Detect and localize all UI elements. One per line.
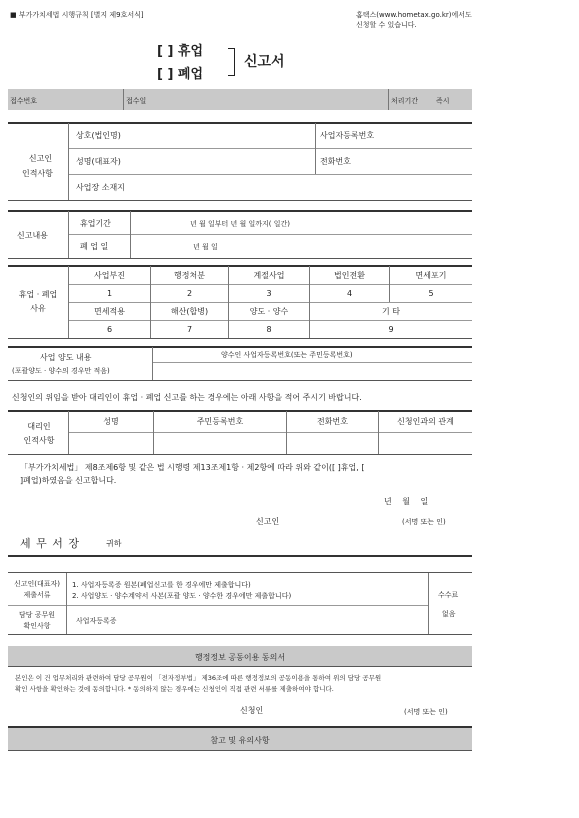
hometax-note-2: 신청할 수 있습니다. <box>356 21 417 29</box>
reason-num: 4 <box>346 288 353 298</box>
reason-num: 7 <box>186 324 193 334</box>
declaration-date[interactable]: 년 월 일 <box>384 497 429 506</box>
transferee-reg-no-label: 양수인 사업자등록번호(또는 주민등록번호) <box>221 351 353 359</box>
agent-section-label <box>14 420 64 448</box>
reason-num: 2 <box>186 288 193 298</box>
biz-reg-no-field[interactable]: 사업자등록번호 <box>320 131 375 140</box>
fee-label: 수수료 <box>438 591 459 599</box>
receipt-number-label: 접수번호 <box>10 97 38 105</box>
recipient-honorific: 귀하 <box>106 539 122 548</box>
officer-label-line1: 담당 공무원 <box>18 611 56 619</box>
required-doc-1: 1. 사업자등록증 원본(폐업신고를 한 경우에만 제출합니다) <box>72 581 251 589</box>
agent-phone-field[interactable] <box>287 433 378 454</box>
agent-resident-no-label: 주민등록번호 <box>196 417 244 426</box>
reason-label-line1: 휴업 · 폐업 <box>18 290 58 299</box>
agent-name-label: 성명 <box>103 417 119 426</box>
transfer-sublabel: (포괄양도 · 양수의 경우만 적음) <box>12 367 110 375</box>
form-reference: ■ 부가가치세법 시행규칙 [별지 제9호서식] <box>10 11 144 19</box>
agent-phone-label: 전화번호 <box>317 417 348 426</box>
consent-title: 행정정보 공동이용 동의서 <box>194 653 286 662</box>
agent-relation-label: 신청인과의 관계 <box>397 417 454 426</box>
reason-admin-action[interactable]: 행정처분 <box>174 270 205 280</box>
consent-signer-label: 신청인 <box>240 706 264 715</box>
officer-label-line2: 확인사항 <box>23 622 51 630</box>
recipient-office: 세 무 서 장 <box>20 537 80 550</box>
address-field[interactable]: 사업장 소재지 <box>76 183 125 192</box>
reason-corp-conversion[interactable]: 법인전환 <box>334 270 365 280</box>
applicant-section-label <box>22 151 53 181</box>
notes-title: 참고 및 유의사항 <box>210 736 270 745</box>
submit-label-line2: 제출서류 <box>23 591 51 599</box>
title-option-close: [ ] 폐업 <box>157 67 204 82</box>
transferee-reg-no-field[interactable] <box>153 363 472 380</box>
declaration-line1: 「부가가치세법」 제8조제6항 및 같은 법 시행령 제13조제1항 · 제2항에 따라 위와 같이([ ]휴업, [ <box>20 463 365 472</box>
applicant-label-line1: 신고인 <box>28 154 53 163</box>
reason-tax-exempt-apply[interactable]: 면세적용 <box>94 306 125 316</box>
page-title: 신고서 <box>244 54 285 70</box>
representative-field[interactable]: 성명(대표자) <box>76 157 121 166</box>
processing-period-label: 처리기간 <box>391 97 419 105</box>
declaration-line2: ]폐업)하였음을 신고합니다. <box>20 476 117 485</box>
reason-num: 9 <box>388 324 394 334</box>
agent-label-line2: 인적사항 <box>23 436 55 445</box>
reason-seasonal[interactable]: 계절사업 <box>253 270 285 280</box>
trade-name-field[interactable]: 상호(법인명) <box>76 131 121 140</box>
processing-period-value: 즉시 <box>436 97 450 105</box>
close-date-label: 폐 업 일 <box>80 242 109 251</box>
consent-signature-hint[interactable]: (서명 또는 인) <box>404 708 448 716</box>
suspend-period-value[interactable]: 년 월 일부터 년 월 일까지( 일간) <box>190 220 290 228</box>
reason-other[interactable]: 기 타 <box>382 306 400 316</box>
reason-num: 6 <box>106 324 113 334</box>
phone-field[interactable]: 전화번호 <box>320 157 351 166</box>
submit-docs-label <box>8 579 66 601</box>
agent-resident-no-field[interactable] <box>154 433 286 454</box>
report-section-label: 신고내용 <box>17 231 48 240</box>
reason-num: 1 <box>106 288 113 298</box>
receipt-date-label: 접수일 <box>126 97 147 105</box>
submit-label-line1: 신고인(대표자) <box>13 580 61 588</box>
reason-num: 8 <box>266 324 272 334</box>
suspend-period-label: 휴업기간 <box>80 219 111 228</box>
reason-dissolution[interactable]: 해산(합병) <box>170 306 209 316</box>
agent-relation-field[interactable] <box>379 433 472 454</box>
signature-hint[interactable]: (서명 또는 인) <box>402 518 446 526</box>
agent-name-field[interactable] <box>69 433 153 454</box>
reason-transfer[interactable]: 양도 · 양수 <box>249 306 289 316</box>
reason-num: 5 <box>428 288 434 298</box>
fee-value: 없음 <box>442 610 456 618</box>
hometax-note: 홈택스(www.hometax.go.kr)에서도 <box>356 11 472 19</box>
reason-label-line2: 사유 <box>30 304 46 313</box>
close-date-value[interactable]: 년 월 일 <box>193 243 218 251</box>
consent-text-2: 확인 사항을 확인하는 것에 동의합니다. * 동의하지 않는 경우에는 신청인이 직접 관련 서류를 제출하여야 합니다. <box>15 685 334 693</box>
signer-label: 신고인 <box>256 517 280 526</box>
transfer-label: 사업 양도 내용 <box>40 353 92 362</box>
required-doc-2: 2. 사업양도 · 양수계약서 사본(포괄 양도 · 양수한 경우에만 제출합니다) <box>72 592 292 600</box>
reason-section-label <box>12 288 64 316</box>
title-bracket <box>228 48 235 76</box>
reason-business-slump[interactable]: 사업부진 <box>94 270 125 280</box>
delegation-note: 신청인의 위임을 받아 대리인이 휴업 · 폐업 신고를 하는 경우에는 아래 사항을 적어 주시기 바랍니다. <box>12 393 362 402</box>
officer-check-label <box>8 610 66 632</box>
officer-check-item: 사업자등록증 <box>76 617 117 625</box>
reason-tax-exempt-waiver[interactable]: 면세포기 <box>415 270 447 280</box>
consent-text-1: 본인은 이 건 업무처리와 관련하여 담당 공무원이 「전자정부법」 제36조에 따른 행정정보의 공동이용을 통하여 위의 담당 공무원 <box>15 674 382 682</box>
reason-num: 3 <box>266 288 272 298</box>
title-option-suspend: [ ] 휴업 <box>157 44 204 59</box>
applicant-label-line2: 인적사항 <box>22 169 53 178</box>
agent-label-line1: 대리인 <box>27 422 51 431</box>
